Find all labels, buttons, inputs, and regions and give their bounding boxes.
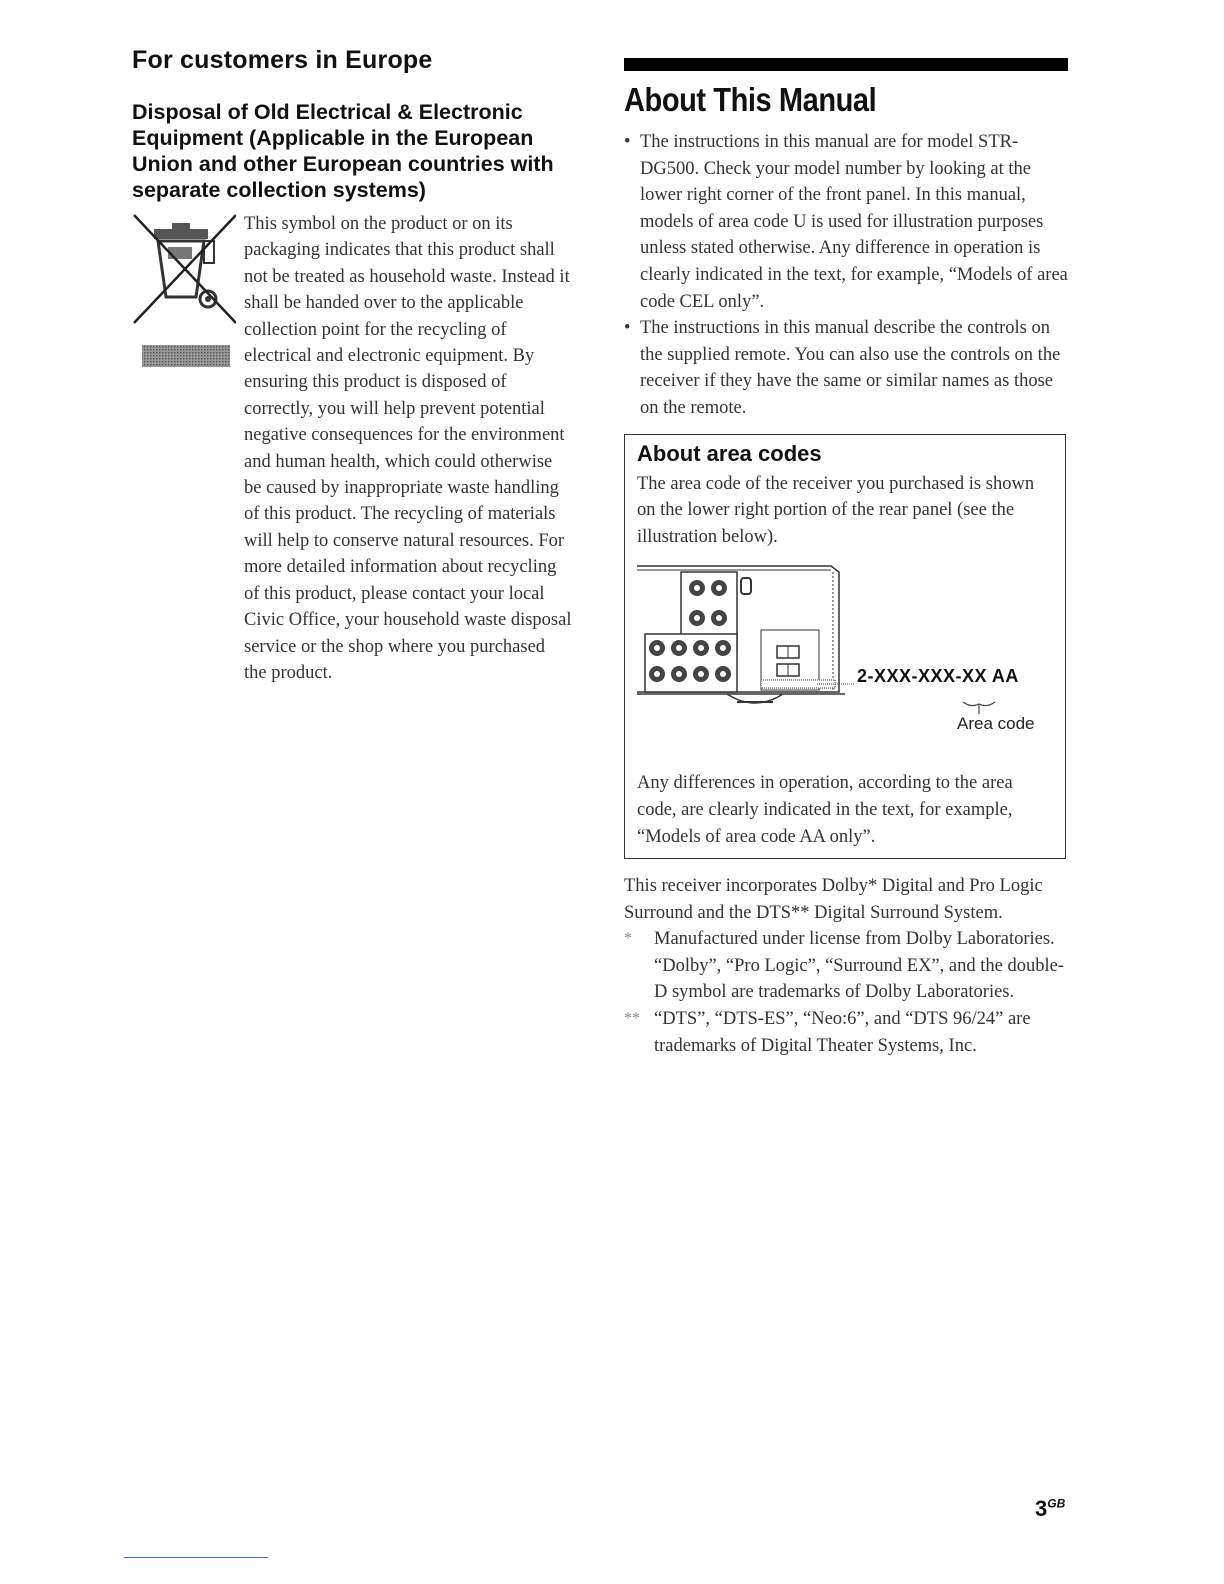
manual-bullet-list bbox=[624, 129, 1068, 422]
list-item bbox=[624, 1006, 1068, 1059]
trademark-notes bbox=[624, 926, 1068, 1059]
page-number-value: 3 bbox=[1035, 1496, 1048, 1521]
note-text: “DTS”, “DTS-ES”, “Neo:6”, and “DTS 96/24” are trademarks of Digital Theater Systems, Inc. bbox=[654, 1009, 1031, 1056]
area-codes-intro: The area code of the receiver you purchased is shown on the lower right portion of the rear panel (see the illustration below). bbox=[637, 473, 1035, 547]
area-code-label: Area code bbox=[957, 714, 1035, 734]
right-column bbox=[624, 58, 1068, 1059]
left-column bbox=[132, 46, 572, 686]
area-codes-box bbox=[624, 434, 1066, 860]
area-code-number: 2-XXX-XXX-XX AA bbox=[857, 666, 1019, 687]
page-number-suffix: GB bbox=[1047, 1496, 1066, 1511]
about-manual-heading: About This Manual bbox=[624, 81, 877, 118]
note-mark: ** bbox=[624, 1010, 640, 1028]
crossed-bin-icon bbox=[132, 211, 236, 371]
rear-panel-illustration bbox=[637, 554, 1057, 764]
list-item: • The instructions in this manual are for model STR-DG500. Check your model number by looking at the lower right corner of the front panel. In this manual, models of area code U is used for illustration purposes unless stated otherwise. Any difference in operation is clearly indicated in the text, for example, “Models of area code CEL only”. bbox=[624, 129, 1068, 315]
list-item bbox=[624, 926, 1068, 1006]
disposal-heading: Disposal of Old Electrical & Electronic Equipment (Applicable in the European Union and other European countries with separate collection systems) bbox=[132, 100, 554, 202]
page-number bbox=[1035, 1496, 1065, 1522]
list-item: • The instructions in this manual describe the controls on the supplied remote. You can also use the controls on the receiver if they have the same or similar names as those on the remote. bbox=[624, 315, 1068, 421]
dolby-dts-text: This receiver incorporates Dolby* Digital and Pro Logic Surround and the DTS** Digital Surround System. bbox=[624, 876, 1043, 923]
section-rule bbox=[624, 58, 1068, 71]
area-codes-outro: Any differences in operation, according to the area code, are clearly indicated in the text, for example, “Models of area code AA only”. bbox=[637, 773, 1013, 847]
europe-heading: For customers in Europe bbox=[132, 46, 433, 74]
area-codes-heading: About area codes bbox=[637, 440, 822, 466]
footer-line bbox=[124, 1557, 268, 1558]
disposal-body: This symbol on the product or on its packaging indicates that this product shall not be treated as household waste. Instead it shall be handed over to the applicable collection point for the recycling of electrical and electronic equipment. By ensuring this product is disposed of correctly, you will help prevent potential negative consequences for the environment and human health, which could otherwise be caused by inappropriate waste handling of this product. The recycling of materials will help to conserve natural resources. For more detailed information about recycling of this product, please contact your local Civic Office, your household waste disposal service or the shop where you purchased the product. bbox=[244, 214, 572, 683]
note-text: Manufactured under license from Dolby Laboratories. “Dolby”, “Pro Logic”, “Surround EX”, and the double-D symbol are trademarks of Dolby Laboratories. bbox=[654, 929, 1064, 1003]
weee-block bbox=[132, 211, 572, 686]
note-mark: * bbox=[624, 930, 632, 948]
